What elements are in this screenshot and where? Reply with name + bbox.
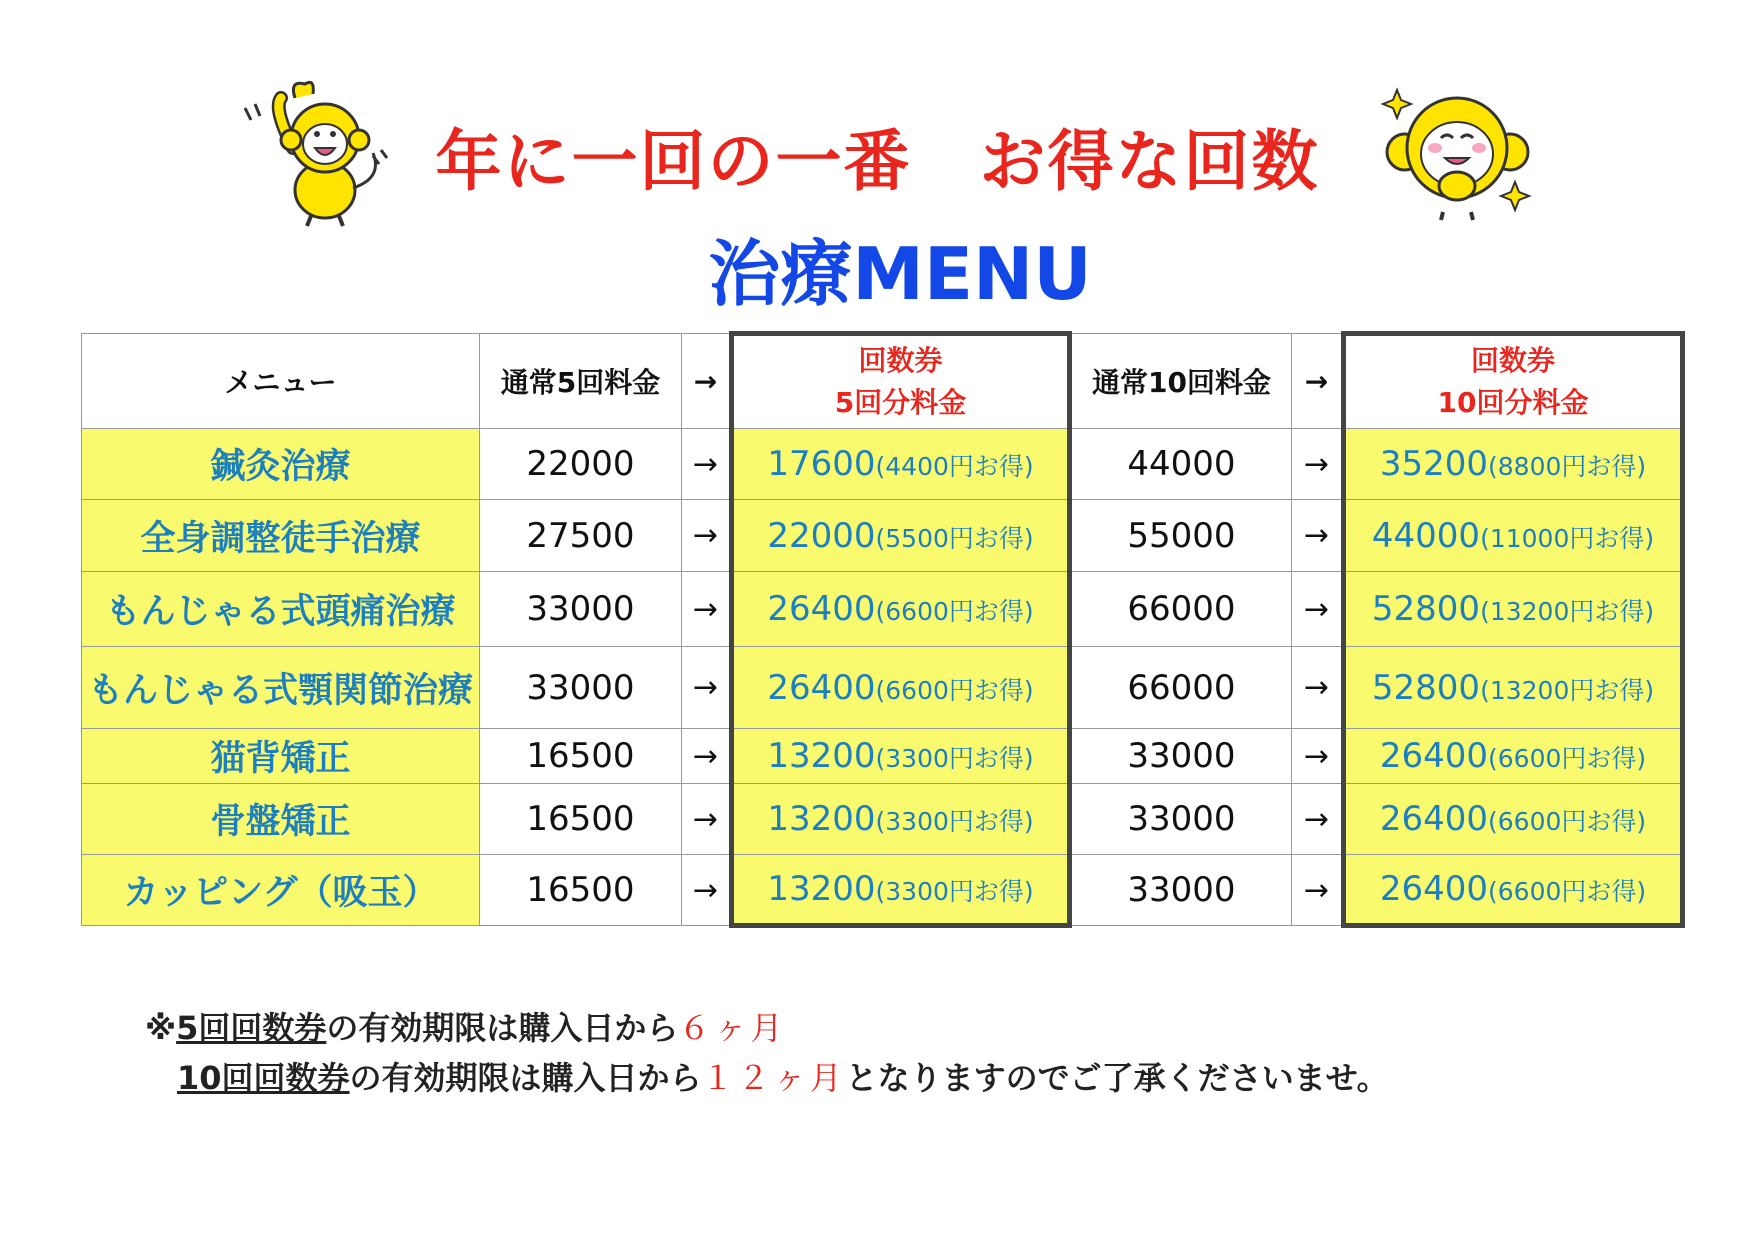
savings: (6600円お得) (875, 675, 1034, 705)
normal-5-price: 33000 (480, 572, 682, 647)
savings: (6600円お得) (875, 597, 1034, 626)
arrow: → (682, 729, 732, 784)
ticket-10-price (1344, 500, 1683, 572)
savings: (8800円お得) (1488, 452, 1647, 481)
note-10-ticket-period: １２ヶ月 (701, 1059, 846, 1097)
note-10-ticket (177, 1053, 1389, 1099)
normal-10-price: 44000 (1070, 429, 1292, 500)
arrow: → (682, 855, 732, 926)
arrow: → (1292, 572, 1344, 647)
menu-name: カッピング（吸玉） (82, 855, 480, 926)
savings: (6600円お得) (1488, 744, 1647, 773)
ticket-price: 17600 (767, 444, 876, 484)
header-arrow: → (682, 334, 732, 429)
arrow: → (682, 784, 732, 855)
header-ticket-5-line2: 5回分料金 (834, 386, 967, 419)
ticket-price: 13200 (767, 736, 876, 776)
menu-name: 猫背矯正 (82, 729, 480, 784)
ticket-price: 13200 (767, 799, 876, 839)
normal-5-price: 27500 (480, 500, 682, 572)
table-row (82, 855, 1683, 926)
ticket-price: 26400 (1379, 869, 1489, 909)
savings: (6600円お得) (1488, 807, 1647, 836)
ticket-price: 26400 (767, 589, 876, 629)
normal-5-price: 16500 (480, 729, 682, 784)
note-5-ticket-period: ６ヶ月 (678, 1009, 787, 1047)
table-row (82, 729, 1683, 784)
header-ticket-10-line1: 回数券 (1470, 344, 1555, 377)
header-ticket-10-line2: 10回分料金 (1437, 386, 1589, 419)
ticket-5-price (732, 729, 1070, 784)
arrow: → (682, 572, 732, 647)
arrow: → (1292, 429, 1344, 500)
note-5-ticket-label: 5回回数券 (176, 1009, 327, 1047)
normal-5-price: 22000 (480, 429, 682, 500)
arrow: → (1292, 500, 1344, 572)
arrow: → (1292, 729, 1344, 784)
ticket-price: 13200 (767, 869, 876, 909)
arrow: → (682, 647, 732, 729)
normal-10-price: 66000 (1070, 647, 1292, 729)
normal-10-price: 55000 (1070, 500, 1292, 572)
menu-name: 骨盤矯正 (82, 784, 480, 855)
ticket-5-price (732, 784, 1070, 855)
normal-10-price: 66000 (1070, 572, 1292, 647)
note-mark: ※ (145, 1009, 177, 1047)
ticket-price: 26400 (1379, 736, 1489, 776)
arrow: → (1292, 784, 1344, 855)
normal-5-price: 33000 (480, 647, 682, 729)
note-10-ticket-label: 10回回数券 (177, 1059, 350, 1097)
table-row (82, 784, 1683, 855)
ticket-5-price (732, 572, 1070, 647)
header-ticket-5 (732, 334, 1070, 429)
header-normal-5: 通常5回料金 (480, 334, 682, 429)
note-10-ticket-suffix: となりますのでご了承くださいませ。 (845, 1059, 1389, 1097)
savings: (4400円お得) (875, 452, 1034, 481)
ticket-5-price (732, 500, 1070, 572)
savings: (5500円お得) (875, 523, 1034, 553)
ticket-10-price (1344, 647, 1683, 729)
ticket-price: 52800 (1371, 589, 1481, 629)
table-header-row (82, 334, 1683, 429)
header-ticket-5-line1: 回数券 (858, 344, 943, 377)
normal-10-price: 33000 (1070, 729, 1292, 784)
ticket-price: 26400 (1379, 799, 1489, 839)
menu-name: 全身調整徒手治療 (82, 500, 480, 572)
menu-name: もんじゃる式頭痛治療 (82, 572, 480, 647)
header-arrow: → (1292, 334, 1344, 429)
ticket-10-price (1344, 729, 1683, 784)
ticket-price: 22000 (767, 515, 876, 556)
table-row (82, 500, 1683, 572)
savings: (13200円お得) (1480, 675, 1655, 705)
ticket-price: 26400 (767, 667, 876, 708)
normal-5-price: 16500 (480, 784, 682, 855)
savings: (6600円お得) (1488, 877, 1647, 906)
page-title: 年に一回の一番 お得な回数 (435, 123, 1320, 200)
ticket-10-price (1344, 855, 1683, 926)
savings: (3300円お得) (875, 744, 1034, 773)
note-5-ticket (145, 1003, 786, 1049)
arrow: → (1292, 855, 1344, 926)
normal-10-price: 33000 (1070, 855, 1292, 926)
ticket-5-price (732, 647, 1070, 729)
header-ticket-10 (1344, 334, 1683, 429)
arrow: → (682, 500, 732, 572)
price-table (81, 331, 1685, 928)
ticket-10-price (1344, 784, 1683, 855)
savings: (11000円お得) (1480, 523, 1655, 553)
ticket-10-price (1344, 572, 1683, 647)
arrow: → (1292, 647, 1344, 729)
ticket-5-price (732, 855, 1070, 926)
note-5-ticket-text: の有効期限は購入日から (326, 1009, 679, 1047)
table-row (82, 647, 1683, 729)
ticket-price: 52800 (1371, 667, 1481, 708)
ticket-5-price (732, 429, 1070, 500)
note-10-ticket-text: の有効期限は購入日から (349, 1059, 702, 1097)
ticket-10-price (1344, 429, 1683, 500)
page-subtitle: 治療MENU (708, 232, 1092, 316)
header-normal-10: 通常10回料金 (1070, 334, 1292, 429)
savings: (13200円お得) (1480, 597, 1655, 626)
normal-10-price: 33000 (1070, 784, 1292, 855)
ticket-price: 44000 (1371, 515, 1481, 556)
table-row (82, 572, 1683, 647)
menu-name: 鍼灸治療 (82, 429, 480, 500)
table-row (82, 429, 1683, 500)
arrow: → (682, 429, 732, 500)
normal-5-price: 16500 (480, 855, 682, 926)
header-menu: メニュー (82, 334, 480, 429)
menu-name: もんじゃる式顎関節治療 (82, 647, 480, 729)
savings: (3300円お得) (875, 807, 1034, 836)
savings: (3300円お得) (875, 877, 1034, 906)
ticket-price: 35200 (1379, 444, 1489, 484)
